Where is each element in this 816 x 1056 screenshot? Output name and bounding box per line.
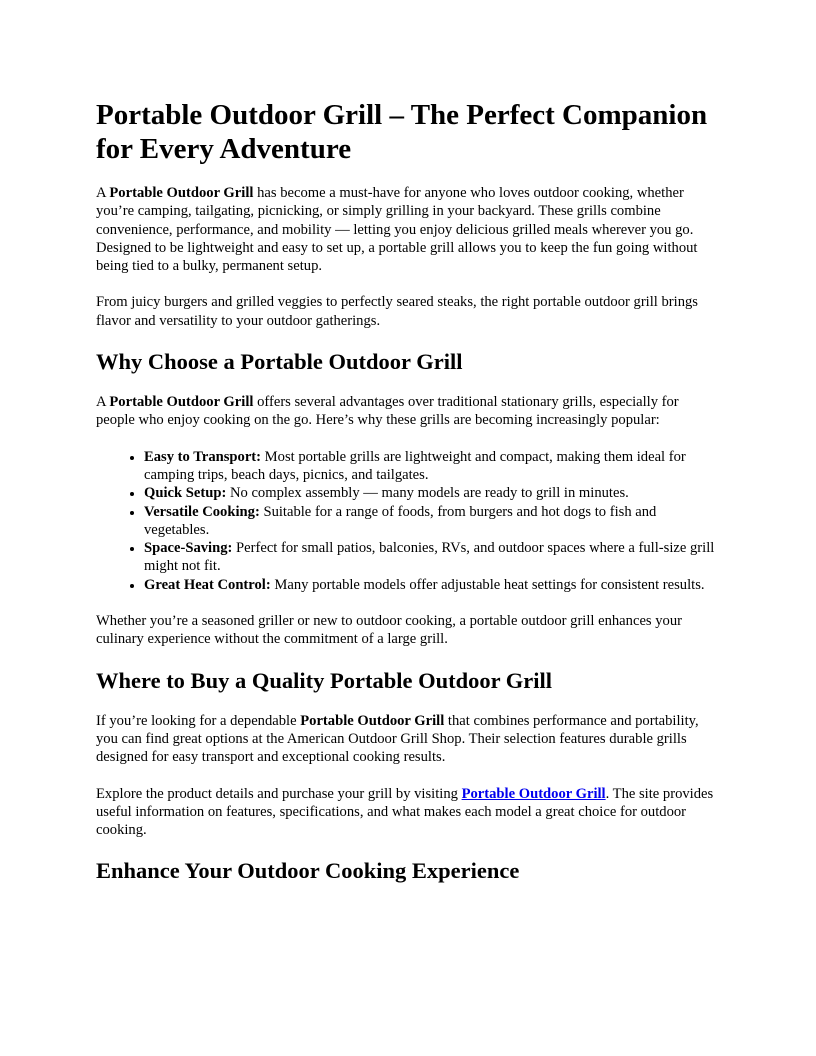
list-item bbox=[144, 539, 720, 576]
intro-paragraph-2: From juicy burgers and grilled veggies to perfectly seared steaks, the right portable outdoor grill brings flavor and versatility to your outdoor gatherings. bbox=[96, 294, 698, 329]
intro-text-before: A bbox=[96, 185, 110, 201]
list-item-label: Great Heat Control: bbox=[144, 576, 271, 593]
advantages-list bbox=[96, 448, 720, 594]
buy-link-text-before: Explore the product details and purchase your grill by visiting bbox=[96, 785, 462, 802]
why-paragraph bbox=[96, 393, 720, 430]
enhance-heading: Enhance Your Outdoor Cooking Experience bbox=[96, 858, 520, 884]
buy-link-text-after: . The site provides useful information on features, specifications, and what makes each model a great choice for outdoor cooking. bbox=[96, 785, 714, 839]
list-item bbox=[144, 576, 720, 594]
why-bold-keyword: Portable Outdoor Grill bbox=[109, 394, 254, 411]
list-item-text: Suitable for a range of foods, from burgers and hot dogs to fish and vegetables. bbox=[144, 503, 657, 538]
buy-paragraph-2 bbox=[96, 785, 720, 840]
intro-bold-keyword: Portable Outdoor Grill bbox=[109, 185, 254, 201]
buy-text-after: that combines performance and portability, you can find great options at the American Outdoor Grill Shop. Their selection features durable grills designed for easy transport and exceptional cooking results. bbox=[96, 712, 699, 766]
document-body bbox=[96, 98, 720, 902]
list-item-label: Quick Setup: bbox=[144, 485, 227, 502]
product-link[interactable]: Portable Outdoor Grill bbox=[461, 785, 606, 802]
buy-bold-keyword: Portable Outdoor Grill bbox=[300, 712, 445, 729]
intro-text-after: has become a must-have for anyone who loves outdoor cooking, whether you’re camping, tailgating, picnicking, or simply grilling in your backyard. These grills combine convenience, performance, and mobility — letting you enjoy delicious grilled meals wherever you go. Designed to be lightweight and easy to set up, a portable grill allows you to keep the fun going without being tied to a bulky, permanent setup. bbox=[96, 185, 698, 275]
list-item bbox=[144, 503, 720, 540]
why-closing-paragraph: Whether you’re a seasoned griller or new to outdoor cooking, a portable outdoor grill enhances your culinary experience without the commitment of a large grill. bbox=[96, 613, 682, 648]
list-item-text: Most portable grills are lightweight and compact, making them ideal for camping trips, beach days, picnics, and tailgates. bbox=[144, 448, 686, 483]
why-heading: Why Choose a Portable Outdoor Grill bbox=[96, 349, 463, 375]
page-title: Portable Outdoor Grill – The Perfect Companion for Every Adventure bbox=[96, 99, 708, 165]
buy-heading: Where to Buy a Quality Portable Outdoor Grill bbox=[96, 667, 553, 693]
why-text-before: A bbox=[96, 394, 110, 411]
list-item-label: Versatile Cooking: bbox=[144, 503, 260, 520]
intro-paragraph-1 bbox=[96, 184, 720, 275]
list-item bbox=[144, 448, 720, 485]
list-item-text: Many portable models offer adjustable heat settings for consistent results. bbox=[270, 576, 705, 593]
list-item bbox=[144, 484, 720, 502]
list-item-text: No complex assembly — many models are ready to grill in minutes. bbox=[226, 485, 629, 502]
why-text-after: offers several advantages over traditional stationary grills, especially for people who enjoy cooking on the go. Here’s why these grills are becoming increasingly popular: bbox=[96, 394, 679, 429]
list-item-text: Perfect for small patios, balconies, RVs, and outdoor spaces where a full-size grill might not fit. bbox=[144, 540, 715, 575]
list-item-label: Easy to Transport: bbox=[144, 448, 262, 465]
buy-paragraph-1 bbox=[96, 712, 720, 767]
buy-text-before: If you’re looking for a dependable bbox=[96, 712, 301, 729]
list-item-label: Space-Saving: bbox=[144, 540, 233, 557]
